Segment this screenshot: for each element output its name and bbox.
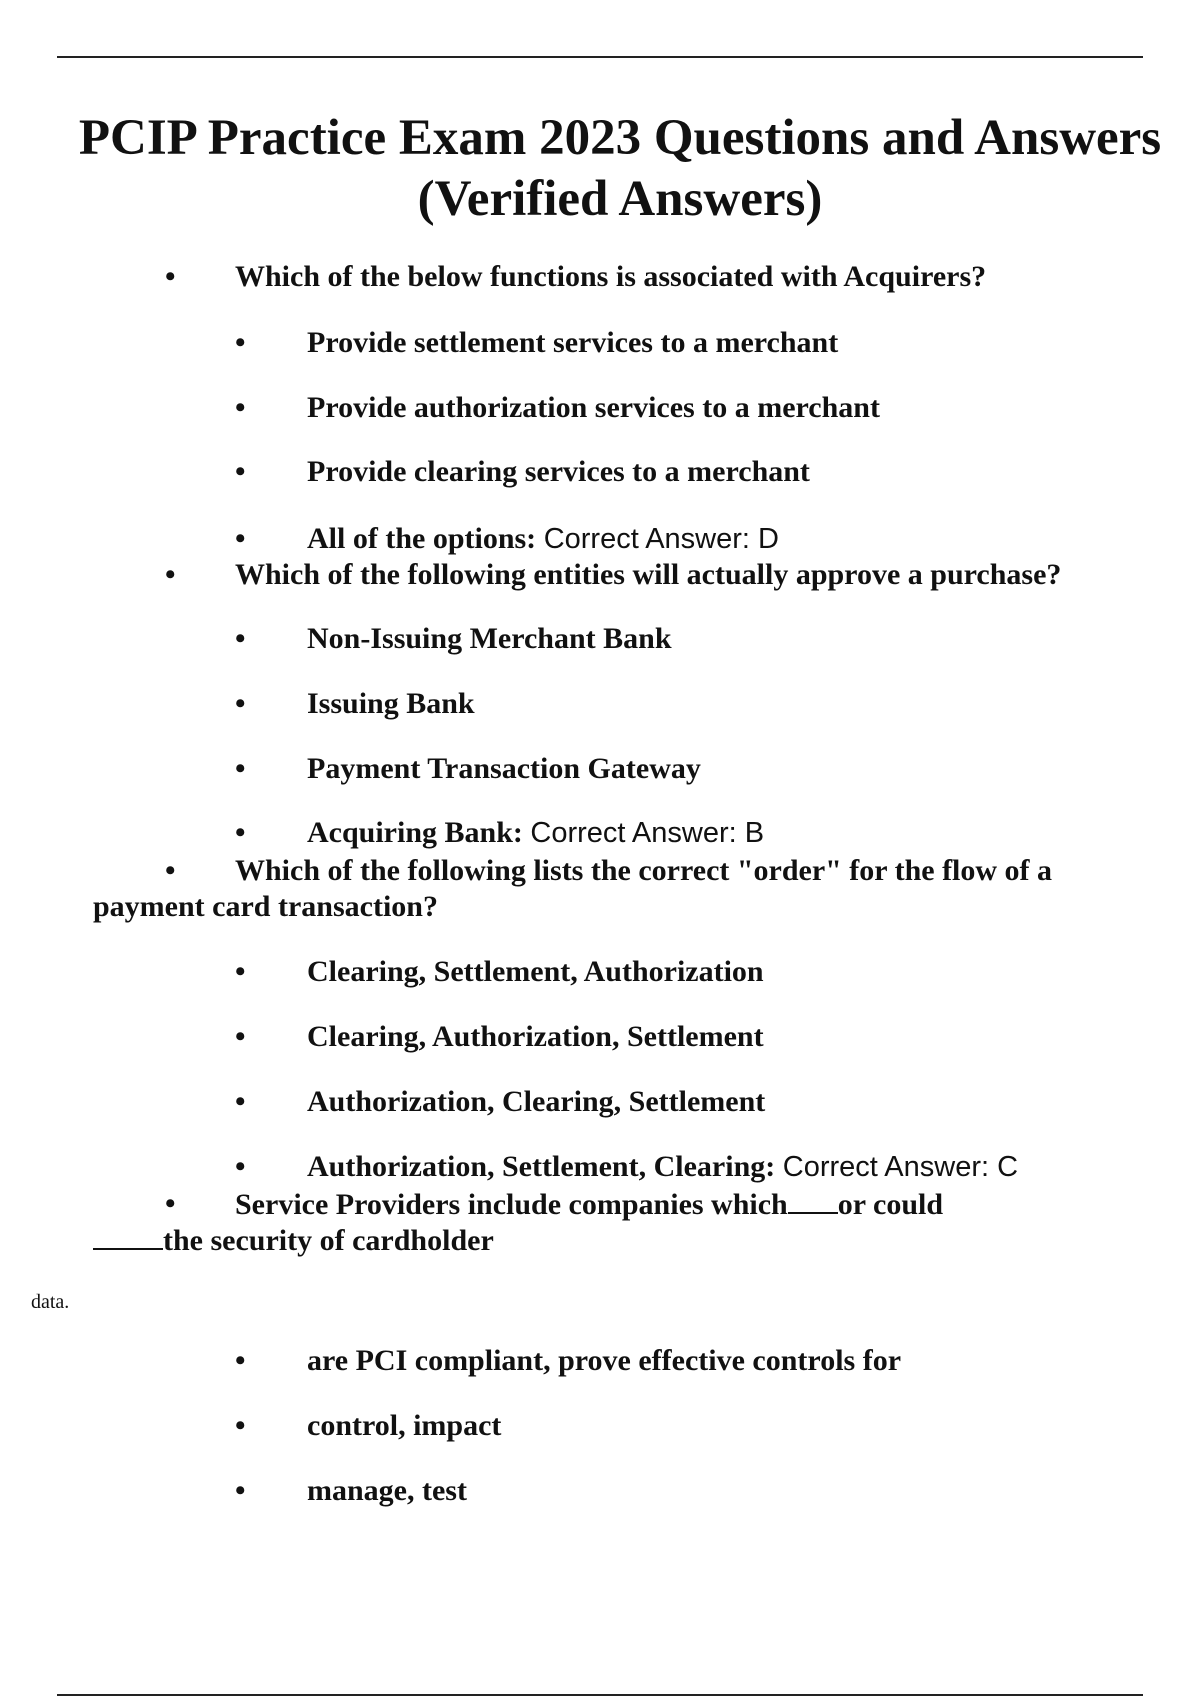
bullet: •	[235, 1085, 246, 1118]
option-text: Non-Issuing Merchant Bank	[307, 622, 672, 655]
bullet: •	[235, 687, 246, 720]
title-line-1: PCIP Practice Exam 2023 Questions and Answers	[78, 110, 1162, 166]
bullet: •	[235, 622, 246, 655]
bullet: •	[235, 455, 246, 488]
bullet: •	[235, 1020, 246, 1053]
bullet: •	[235, 391, 246, 424]
question-2-text: Which of the following entities will actually approve a purchase?	[235, 558, 1062, 591]
bullet: •	[235, 752, 246, 785]
title-line-2: (Verified Answers)	[417, 171, 823, 227]
option-label: Acquiring Bank:	[307, 816, 523, 849]
question-4-text-line-1	[235, 1186, 943, 1223]
bullet: •	[235, 1150, 246, 1183]
question-3-text-line-1: Which of the following lists the correct "order" for the flow of a	[235, 854, 1053, 887]
option-text: Clearing, Settlement, Authorization	[307, 955, 764, 988]
option-text: manage, test	[307, 1474, 467, 1507]
option-text: Authorization, Clearing, Settlement	[307, 1085, 766, 1118]
question-3-continuation	[93, 889, 438, 925]
bullet: •	[235, 955, 246, 988]
question-4-text-part-2: or could	[837, 1188, 944, 1221]
bullet: •	[165, 854, 176, 887]
question-3-text-line-2: payment card transaction?	[93, 890, 438, 923]
bullet: •	[235, 1474, 246, 1507]
blank-line	[93, 1222, 163, 1250]
bullet: •	[235, 522, 246, 555]
option-text: Clearing, Authorization, Settlement	[307, 1020, 764, 1053]
bullet: •	[165, 558, 176, 591]
trailing-text: data.	[31, 1291, 70, 1313]
correct-answer: Correct Answer: C	[782, 1151, 1019, 1183]
option-text: Issuing Bank	[307, 687, 475, 720]
option-text	[307, 521, 779, 557]
question-1-text: Which of the below functions is associated with Acquirers?	[235, 260, 987, 293]
bullet: •	[235, 816, 246, 849]
bullet: •	[235, 1344, 246, 1377]
option-text: Provide authorization services to a merchant	[307, 391, 880, 424]
option-text: are PCI compliant, prove effective controls for	[307, 1344, 902, 1377]
option-label: All of the options:	[307, 522, 537, 555]
top-rule	[57, 56, 1143, 58]
bullet: •	[165, 260, 176, 293]
option-text: Provide settlement services to a merchant	[307, 326, 839, 359]
blank-line	[788, 1186, 838, 1214]
bullet: •	[235, 326, 246, 359]
option-label: Authorization, Settlement, Clearing:	[307, 1150, 776, 1183]
bullet: •	[165, 1187, 176, 1220]
bullet: •	[235, 1409, 246, 1442]
option-text	[307, 815, 764, 851]
option-text: Provide clearing services to a merchant	[307, 455, 810, 488]
option-text: Payment Transaction Gateway	[307, 752, 701, 785]
question-4-continuation	[93, 1222, 494, 1259]
bottom-rule	[57, 1694, 1143, 1696]
correct-answer: Correct Answer: B	[530, 817, 765, 849]
option-text	[307, 1149, 1018, 1185]
option-text: control, impact	[307, 1409, 502, 1442]
question-4-text-part-3: the security of cardholder	[163, 1224, 494, 1257]
page-title	[40, 108, 1200, 230]
question-4-text-part-1: Service Providers include companies which	[235, 1188, 788, 1221]
correct-answer: Correct Answer: D	[543, 523, 779, 555]
